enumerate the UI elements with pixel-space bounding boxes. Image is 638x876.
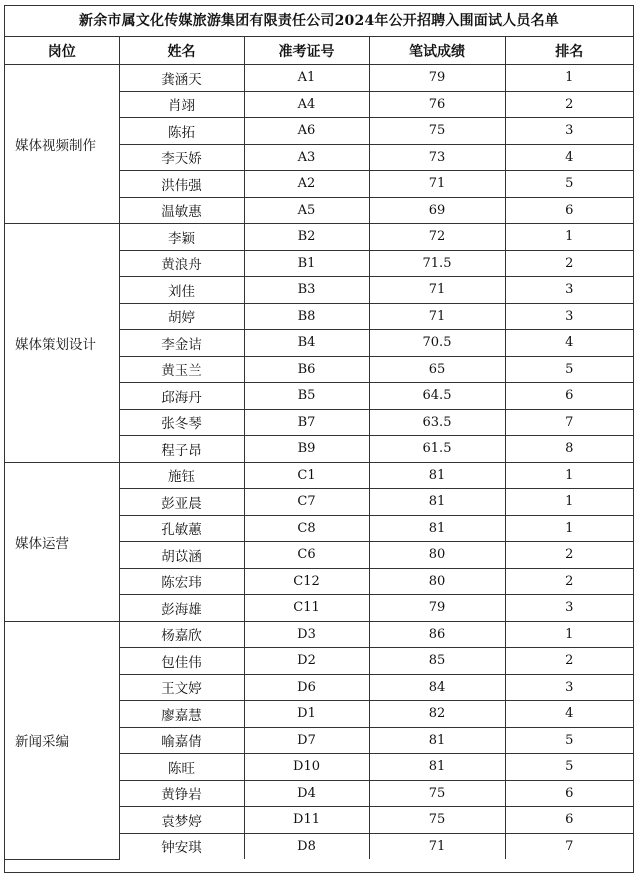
- exam-id-cell: C6: [244, 542, 369, 569]
- rank-cell: 5: [505, 727, 633, 754]
- header-score: 笔试成绩: [369, 37, 505, 65]
- position-cell: 媒体运营: [5, 462, 119, 621]
- candidate-name-cell: 陈拓: [119, 118, 244, 145]
- exam-id-cell: D10: [244, 754, 369, 781]
- written-score-cell: 71: [369, 171, 505, 198]
- exam-id-cell: C12: [244, 568, 369, 595]
- candidate-name-cell: 包佳伟: [119, 648, 244, 675]
- exam-id-cell: B5: [244, 383, 369, 410]
- exam-id-cell: D2: [244, 648, 369, 675]
- candidate-name-cell: 李天娇: [119, 144, 244, 171]
- candidate-name-cell: 刘佳: [119, 277, 244, 304]
- document-title: 新余市属文化传媒旅游集团有限责任公司2024年公开招聘入围面试人员名单: [5, 6, 633, 37]
- written-score-cell: 81: [369, 515, 505, 542]
- candidate-name-cell: 张冬琴: [119, 409, 244, 436]
- rank-cell: 2: [505, 250, 633, 277]
- written-score-cell: 65: [369, 356, 505, 383]
- exam-id-cell: C1: [244, 462, 369, 489]
- exam-id-cell: C7: [244, 489, 369, 516]
- exam-id-cell: D4: [244, 780, 369, 807]
- exam-id-cell: B1: [244, 250, 369, 277]
- written-score-cell: 61.5: [369, 436, 505, 463]
- candidate-name-cell: 陈旺: [119, 754, 244, 781]
- exam-id-cell: D7: [244, 727, 369, 754]
- exam-id-cell: D8: [244, 833, 369, 859]
- written-score-cell: 75: [369, 118, 505, 145]
- rank-cell: 1: [505, 489, 633, 516]
- candidate-name-cell: 胡婷: [119, 303, 244, 330]
- header-name: 姓名: [119, 37, 244, 65]
- candidate-name-cell: 黄铮岩: [119, 780, 244, 807]
- exam-id-cell: A5: [244, 197, 369, 224]
- written-score-cell: 75: [369, 780, 505, 807]
- candidate-name-cell: 袁梦婷: [119, 807, 244, 834]
- rank-cell: 5: [505, 356, 633, 383]
- rank-cell: 6: [505, 383, 633, 410]
- written-score-cell: 80: [369, 568, 505, 595]
- candidate-name-cell: 程子昂: [119, 436, 244, 463]
- candidate-name-cell: 黄玉兰: [119, 356, 244, 383]
- candidate-name-cell: 邱海丹: [119, 383, 244, 410]
- exam-id-cell: A4: [244, 91, 369, 118]
- rank-cell: 7: [505, 833, 633, 859]
- candidate-name-cell: 钟安琪: [119, 833, 244, 859]
- position-cell: 媒体策划设计: [5, 224, 119, 463]
- rank-cell: 1: [505, 65, 633, 92]
- header-row: [5, 37, 633, 65]
- exam-id-cell: A1: [244, 65, 369, 92]
- rank-cell: 3: [505, 118, 633, 145]
- rank-cell: 3: [505, 674, 633, 701]
- written-score-cell: 75: [369, 807, 505, 834]
- candidate-name-cell: 李颖: [119, 224, 244, 251]
- written-score-cell: 69: [369, 197, 505, 224]
- exam-id-cell: A3: [244, 144, 369, 171]
- candidate-name-cell: 肖翊: [119, 91, 244, 118]
- written-score-cell: 71: [369, 277, 505, 304]
- candidate-name-cell: 陈宏玮: [119, 568, 244, 595]
- candidate-name-cell: 洪伟强: [119, 171, 244, 198]
- written-score-cell: 73: [369, 144, 505, 171]
- position-cell: 新闻采编: [5, 621, 119, 859]
- rank-cell: 6: [505, 197, 633, 224]
- written-score-cell: 71: [369, 833, 505, 859]
- position-cell: 媒体视频制作: [5, 65, 119, 224]
- rank-cell: 2: [505, 91, 633, 118]
- rank-cell: 1: [505, 515, 633, 542]
- rank-cell: 1: [505, 621, 633, 648]
- written-score-cell: 79: [369, 65, 505, 92]
- rank-cell: 2: [505, 648, 633, 675]
- candidate-name-cell: 李金诘: [119, 330, 244, 357]
- written-score-cell: 86: [369, 621, 505, 648]
- exam-id-cell: A2: [244, 171, 369, 198]
- candidate-name-cell: 温敏惠: [119, 197, 244, 224]
- rank-cell: 5: [505, 171, 633, 198]
- rank-cell: 1: [505, 224, 633, 251]
- written-score-cell: 72: [369, 224, 505, 251]
- exam-id-cell: C8: [244, 515, 369, 542]
- written-score-cell: 85: [369, 648, 505, 675]
- written-score-cell: 71.5: [369, 250, 505, 277]
- table-row: [5, 462, 633, 489]
- candidate-name-cell: 彭亚晨: [119, 489, 244, 516]
- exam-id-cell: B6: [244, 356, 369, 383]
- exam-id-cell: A6: [244, 118, 369, 145]
- candidate-name-cell: 彭海雄: [119, 595, 244, 622]
- written-score-cell: 82: [369, 701, 505, 728]
- rank-cell: 6: [505, 780, 633, 807]
- candidate-name-cell: 黄浪舟: [119, 250, 244, 277]
- written-score-cell: 81: [369, 754, 505, 781]
- table-row: [5, 65, 633, 92]
- exam-id-cell: B9: [244, 436, 369, 463]
- exam-id-cell: D3: [244, 621, 369, 648]
- exam-id-cell: B4: [244, 330, 369, 357]
- header-exam-id: 准考证号: [244, 37, 369, 65]
- exam-id-cell: B7: [244, 409, 369, 436]
- rank-cell: 4: [505, 701, 633, 728]
- candidate-name-cell: 胡苡涵: [119, 542, 244, 569]
- results-sheet: [4, 5, 634, 873]
- candidate-name-cell: 喻嘉倩: [119, 727, 244, 754]
- exam-id-cell: D1: [244, 701, 369, 728]
- written-score-cell: 84: [369, 674, 505, 701]
- rank-cell: 4: [505, 144, 633, 171]
- rank-cell: 8: [505, 436, 633, 463]
- written-score-cell: 81: [369, 727, 505, 754]
- written-score-cell: 81: [369, 462, 505, 489]
- written-score-cell: 76: [369, 91, 505, 118]
- exam-id-cell: C11: [244, 595, 369, 622]
- candidate-name-cell: 廖嘉慧: [119, 701, 244, 728]
- rank-cell: 3: [505, 277, 633, 304]
- rank-cell: 5: [505, 754, 633, 781]
- written-score-cell: 79: [369, 595, 505, 622]
- candidate-name-cell: 龚涵天: [119, 65, 244, 92]
- header-position: 岗位: [5, 37, 119, 65]
- exam-id-cell: B2: [244, 224, 369, 251]
- header-rank: 排名: [505, 37, 633, 65]
- written-score-cell: 71: [369, 303, 505, 330]
- rank-cell: 7: [505, 409, 633, 436]
- written-score-cell: 70.5: [369, 330, 505, 357]
- exam-id-cell: D6: [244, 674, 369, 701]
- written-score-cell: 81: [369, 489, 505, 516]
- exam-id-cell: D11: [244, 807, 369, 834]
- candidate-name-cell: 杨嘉欣: [119, 621, 244, 648]
- rank-cell: 3: [505, 595, 633, 622]
- rank-cell: 3: [505, 303, 633, 330]
- written-score-cell: 63.5: [369, 409, 505, 436]
- table-row: [5, 224, 633, 251]
- rank-cell: 2: [505, 542, 633, 569]
- written-score-cell: 80: [369, 542, 505, 569]
- exam-id-cell: B8: [244, 303, 369, 330]
- rank-cell: 6: [505, 807, 633, 834]
- exam-id-cell: B3: [244, 277, 369, 304]
- candidate-name-cell: 施钰: [119, 462, 244, 489]
- rank-cell: 1: [505, 462, 633, 489]
- candidate-name-cell: 王文婷: [119, 674, 244, 701]
- table-row: [5, 621, 633, 648]
- rank-cell: 4: [505, 330, 633, 357]
- results-table: [5, 37, 633, 860]
- table-body: [5, 65, 633, 860]
- written-score-cell: 64.5: [369, 383, 505, 410]
- candidate-name-cell: 孔敏蕙: [119, 515, 244, 542]
- rank-cell: 2: [505, 568, 633, 595]
